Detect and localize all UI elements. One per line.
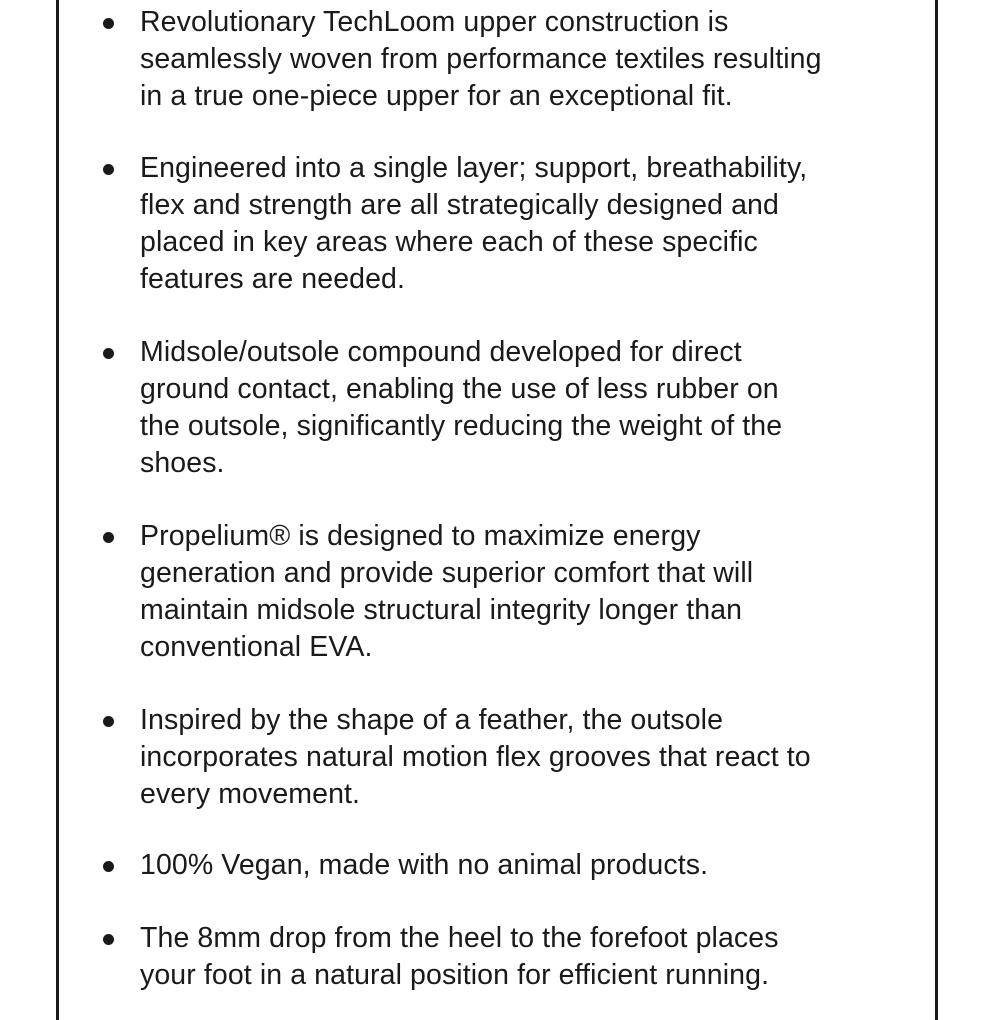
bullet-icon (103, 164, 114, 175)
feature-text: The 8mm drop from the heel to the forefoot places your foot in a natural position for efficient running. (140, 922, 779, 991)
feature-text: Revolutionary TechLoom upper construction is seamlessly woven from performance textiles resulting in a true one-piece upper for an exceptional fit. (140, 6, 822, 112)
bullet-icon (103, 348, 114, 359)
feature-text: Midsole/outsole compound developed for direct ground contact, enabling the use of less rubber on the outsole, significantly reducing the weight of the shoes. (140, 336, 783, 479)
bullet-icon (103, 18, 114, 29)
feature-text: Inspired by the shape of a feather, the outsole incorporates natural motion flex grooves that react to every movement. (140, 704, 811, 810)
feature-text: 100% Vegan, made with no animal products. (140, 849, 709, 881)
feature-text: Engineered into a single layer; support, breathability, flex and strength are all strategically designed and placed in key areas where each of these specific features are needed. (140, 152, 808, 295)
bullet-icon (103, 532, 114, 543)
bullet-icon (103, 861, 114, 872)
feature-text: Propelium® is designed to maximize energy generation and provide superior comfort that will maintain midsole structural integrity longer than conventional EVA. (140, 520, 754, 663)
bullet-icon (103, 716, 114, 727)
bullet-icon (103, 934, 114, 945)
